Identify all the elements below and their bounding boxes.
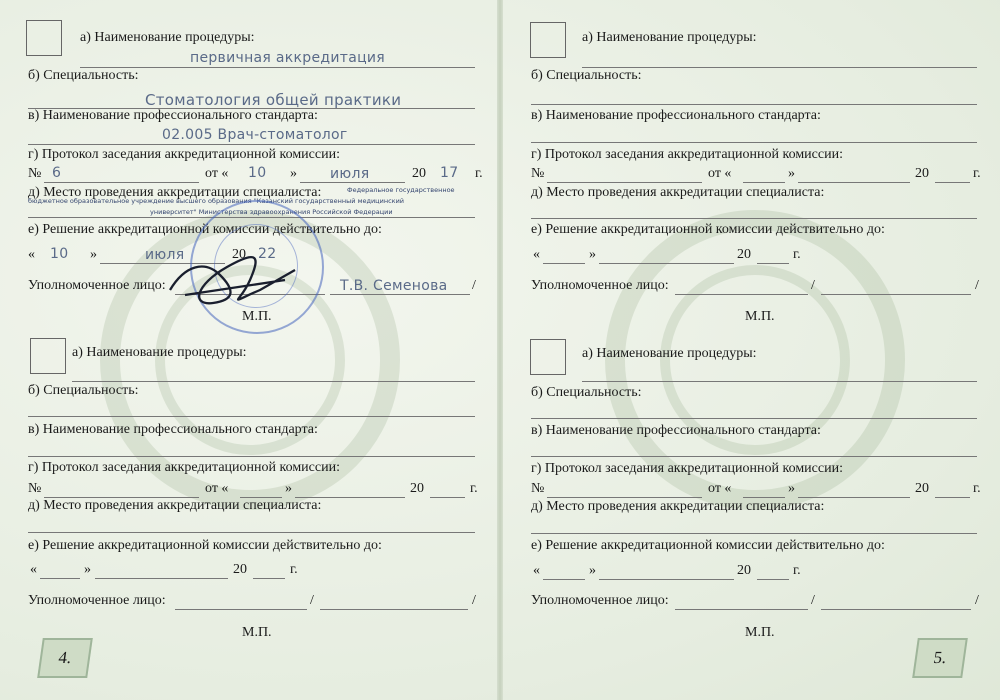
protocol-no-line — [44, 182, 199, 183]
place-value-line3: университет" Министерства здравоохранения Российской Федерации — [150, 208, 393, 216]
place-label-4: д) Место проведения аккредитации специалиста: — [531, 499, 825, 514]
mp-label: М.П. — [242, 309, 272, 324]
authorized-label-2: Уполномоченное лицо: — [28, 593, 166, 608]
valid-month-line-4 — [599, 579, 734, 580]
protocol-year-prefix-4: 20 — [915, 481, 929, 496]
mp-label-4: М.П. — [745, 625, 775, 640]
procedure-line-2 — [72, 381, 475, 382]
protocol-label-2: г) Протокол заседания аккредитационной комиссии: — [28, 460, 340, 475]
authorized-mid-slash-3: / — [811, 278, 815, 293]
specialty-line-4 — [531, 418, 977, 419]
valid-month-value: июля — [145, 247, 185, 263]
standard-label-3: в) Наименование профессионального стандарта: — [531, 108, 821, 123]
procedure-label: а) Наименование процедуры: — [80, 30, 255, 45]
authorized-slash: / — [472, 278, 476, 293]
place-label-2: д) Место проведения аккредитации специалиста: — [28, 498, 322, 513]
valid-open-quote: « — [28, 247, 35, 262]
protocol-day-value: 10 — [248, 165, 267, 181]
protocol-label-3: г) Протокол заседания аккредитационной комиссии: — [531, 147, 843, 162]
authorized-name-line — [330, 294, 470, 295]
right-page — [505, 0, 1000, 700]
valid-close-quote: » — [90, 247, 97, 262]
procedure-line — [80, 67, 475, 68]
procedure-label-3: а) Наименование процедуры: — [582, 30, 757, 45]
standard-label-2: в) Наименование профессионального стандарта: — [28, 422, 318, 437]
protocol-year-suffix-2: г. — [470, 481, 478, 496]
protocol-year-line-2 — [430, 497, 465, 498]
authorized-name-line-2 — [320, 609, 468, 610]
protocol-year-value: 17 — [440, 165, 459, 181]
valid-year-prefix-3: 20 — [737, 247, 751, 262]
authorized-name: Т.В. Семенова — [340, 278, 448, 294]
authorized-name-line-4 — [821, 609, 971, 610]
protocol-month-line — [300, 182, 405, 183]
authorized-label-3: Уполномоченное лицо: — [531, 278, 669, 293]
procedure-value: первичная аккредитация — [190, 50, 386, 66]
authorized-label: Уполномоченное лицо: — [28, 278, 166, 293]
valid-year-value: 22 — [258, 246, 277, 262]
specialty-label-2: б) Специальность: — [28, 383, 139, 398]
signature-scribble — [165, 245, 315, 315]
protocol-label-4: г) Протокол заседания аккредитационной комиссии: — [531, 461, 843, 476]
place-label: д) Место проведения аккредитации специалиста: — [28, 185, 322, 200]
page-number-right — [912, 638, 968, 678]
valid-year-suffix-2: г. — [290, 562, 298, 577]
protocol-day-line-4 — [743, 497, 785, 498]
authorized-signature-line-3 — [675, 294, 808, 295]
protocol-close-quote-2: » — [285, 481, 292, 496]
place-value-line2: бюджетное образовательное учреждение высшего образования "Казанский государственный медицинский — [28, 197, 405, 205]
protocol-year-suffix: г. — [475, 166, 483, 181]
authorized-slash-3: / — [975, 278, 979, 293]
procedure-checkbox[interactable] — [26, 20, 62, 56]
procedure-label-2: а) Наименование процедуры: — [72, 345, 247, 360]
valid-open-quote-4: « — [533, 563, 540, 578]
standard-line-4 — [531, 456, 977, 457]
standard-line-3 — [531, 142, 977, 143]
valid-open-quote-3: « — [533, 247, 540, 262]
standard-line-2 — [28, 456, 475, 457]
valid-year-prefix: 20 — [232, 247, 246, 262]
protocol-from-label-2: от « — [205, 481, 229, 496]
authorized-mid-slash-2: / — [310, 593, 314, 608]
standard-label-4: в) Наименование профессионального стандарта: — [531, 423, 821, 438]
protocol-year-prefix: 20 — [412, 166, 426, 181]
protocol-close-quote-4: » — [788, 481, 795, 496]
procedure-line-4 — [582, 381, 977, 382]
valid-year-line-2 — [253, 578, 285, 579]
procedure-checkbox-3[interactable] — [530, 22, 566, 58]
protocol-no-line-3 — [547, 182, 702, 183]
specialty-label-3: б) Специальность: — [531, 68, 642, 83]
valid-close-quote-3: » — [589, 247, 596, 262]
decision-label-4: е) Решение аккредитационной комиссии действительно до: — [531, 538, 885, 553]
valid-year-prefix-2: 20 — [233, 562, 247, 577]
place-value-line1: Федеральное государственное — [347, 186, 455, 194]
procedure-checkbox-2[interactable] — [30, 338, 66, 374]
place-line-4 — [531, 533, 977, 534]
protocol-no-line-4 — [547, 497, 702, 498]
mp-label-3: М.П. — [745, 309, 775, 324]
protocol-no-label-3: № — [531, 166, 545, 181]
specialty-value: Стоматология общей практики — [145, 91, 402, 109]
protocol-no-value: 6 — [52, 165, 62, 181]
valid-year-line-3 — [757, 263, 789, 264]
authorized-slash-4: / — [975, 593, 979, 608]
authorized-label-4: Уполномоченное лицо: — [531, 593, 669, 608]
authorized-mid-slash-4: / — [811, 593, 815, 608]
page-number — [37, 638, 93, 678]
protocol-close-quote: » — [290, 166, 297, 181]
valid-year-suffix-4: г. — [793, 563, 801, 578]
standard-value: 02.005 Врач-стоматолог — [162, 127, 348, 143]
protocol-month-line-3 — [798, 182, 910, 183]
protocol-year-line-3 — [935, 182, 970, 183]
valid-day-line-3 — [543, 263, 585, 264]
procedure-checkbox-4[interactable] — [530, 339, 566, 375]
valid-day-line-4 — [543, 579, 585, 580]
page-number-text: 4. — [57, 648, 73, 667]
protocol-year-prefix-2: 20 — [410, 481, 424, 496]
authorized-signature-line-2 — [175, 609, 307, 610]
specialty-label-4: б) Специальность: — [531, 385, 642, 400]
protocol-no-label: № — [28, 166, 42, 181]
authorized-name-line-3 — [821, 294, 971, 295]
protocol-from-label: от « — [205, 166, 229, 181]
protocol-from-label-3: от « — [708, 166, 732, 181]
decision-label: е) Решение аккредитационной комиссии действительно до: — [28, 222, 382, 237]
specialty-line-2 — [28, 416, 475, 417]
decision-label-3: е) Решение аккредитационной комиссии действительно до: — [531, 222, 885, 237]
valid-month-line-3 — [599, 263, 734, 264]
authorized-signature-line-4 — [675, 609, 808, 610]
protocol-year-suffix-3: г. — [973, 166, 981, 181]
standard-label: в) Наименование профессионального стандарта: — [28, 108, 318, 123]
authorized-slash-2: / — [472, 593, 476, 608]
valid-day-line-2 — [40, 578, 80, 579]
protocol-month-line-4 — [798, 497, 910, 498]
valid-close-quote-2: » — [84, 562, 91, 577]
book-fold — [497, 0, 503, 700]
place-label-3: д) Место проведения аккредитации специалиста: — [531, 185, 825, 200]
mp-label-2: М.П. — [242, 625, 272, 640]
protocol-close-quote-3: » — [788, 166, 795, 181]
valid-month-line-2 — [95, 578, 228, 579]
valid-year-prefix-4: 20 — [737, 563, 751, 578]
specialty-line-3 — [531, 104, 977, 105]
standard-line — [28, 144, 475, 145]
protocol-no-label-2: № — [28, 481, 42, 496]
procedure-label-4: а) Наименование процедуры: — [582, 346, 757, 361]
valid-close-quote-4: » — [589, 563, 596, 578]
place-line-3 — [531, 218, 977, 219]
protocol-year-suffix-4: г. — [973, 481, 981, 496]
protocol-no-label-4: № — [531, 481, 545, 496]
protocol-month-value: июля — [330, 166, 370, 182]
valid-year-suffix-3: г. — [793, 247, 801, 262]
decision-label-2: е) Решение аккредитационной комиссии действительно до: — [28, 538, 382, 553]
valid-year-line-4 — [757, 579, 789, 580]
place-line-2 — [28, 532, 475, 533]
page-number-text-right: 5. — [932, 648, 948, 667]
valid-open-quote-2: « — [30, 562, 37, 577]
left-page — [0, 0, 495, 700]
protocol-from-label-4: от « — [708, 481, 732, 496]
specialty-label: б) Специальность: — [28, 68, 139, 83]
protocol-year-line-4 — [935, 497, 970, 498]
protocol-label: г) Протокол заседания аккредитационной комиссии: — [28, 147, 340, 162]
valid-day-value: 10 — [50, 246, 69, 262]
protocol-year-prefix-3: 20 — [915, 166, 929, 181]
protocol-day-line-3 — [743, 182, 785, 183]
